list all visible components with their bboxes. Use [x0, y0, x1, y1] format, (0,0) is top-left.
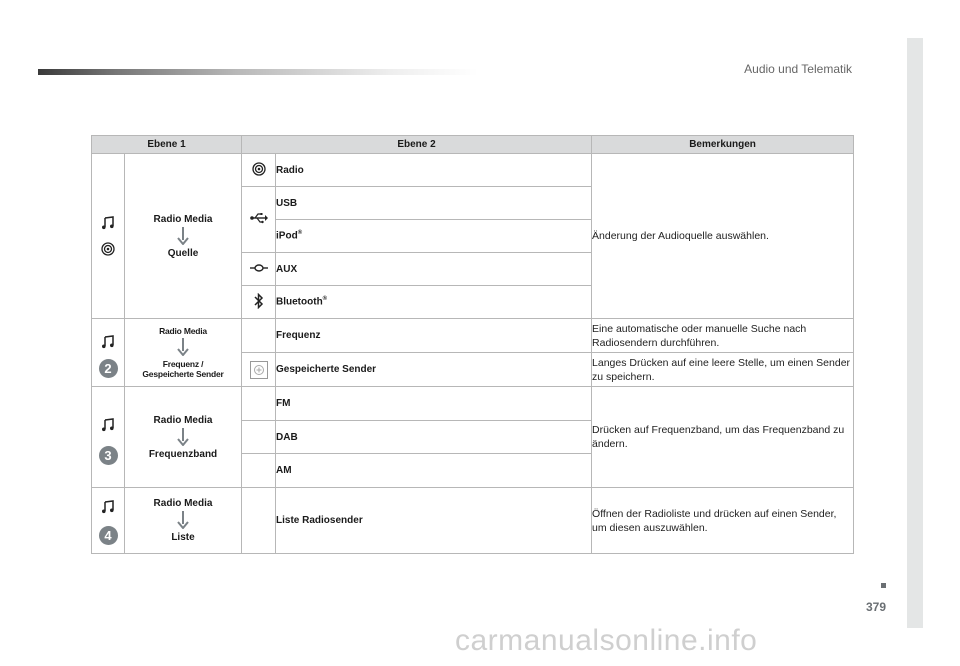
level1-sublabel: Gespeicherte Sender [142, 369, 224, 379]
remark-cell: Langes Drücken auf eine leere Stelle, um einen Sender zu speichern. [592, 353, 854, 387]
level1-sublabel: Frequenz / [162, 359, 204, 369]
page-number: 379 [866, 600, 887, 614]
group4-level1 [125, 488, 242, 554]
level1-sublabel: Frequenzband [148, 448, 218, 460]
header-level2: Ebene 2 [242, 136, 592, 154]
music-note-icon [101, 335, 115, 349]
cell-icon-empty [242, 454, 276, 488]
radio-icon [252, 162, 266, 176]
arrow-down-icon [177, 227, 189, 245]
table-row [92, 319, 854, 353]
music-note-icon [101, 418, 115, 432]
level2-item: Liste Radiosender [276, 488, 592, 554]
table-row [92, 387, 854, 421]
remark-cell: Änderung der Audioquelle auswählen. [592, 154, 854, 319]
watermark: carmanualsonline.info [455, 624, 758, 657]
remark-cell: Eine automatische oder manuelle Suche nach Radiosendern durchführen. [592, 319, 854, 353]
arrow-down-icon [177, 338, 189, 356]
level2-item: Frequenz [276, 319, 592, 353]
step-badge: 4 [99, 526, 118, 545]
level2-item: AUX [276, 253, 592, 286]
cell-icon [242, 353, 276, 387]
group4-icons [92, 488, 125, 554]
usb-icon [250, 212, 268, 224]
level2-item: DAB [276, 421, 592, 454]
page-marker [881, 583, 886, 588]
section-title: Audio und Telematik [744, 62, 852, 76]
remark-cell: Öffnen der Radioliste und drücken auf einen Sender, um diesen auszuwählen. [592, 488, 854, 554]
cell-icon [242, 253, 276, 286]
level1-label: Radio Media [153, 414, 213, 426]
arrow-down-icon [177, 428, 189, 446]
level2-item: AM [276, 454, 592, 488]
level2-item: Gespeicherte Sender [276, 353, 592, 387]
header-remarks: Bemerkungen [592, 136, 854, 154]
decorative-gradient-rule [38, 69, 478, 75]
header-level1: Ebene 1 [92, 136, 242, 154]
cell-icon [242, 187, 276, 253]
table-header-row [92, 136, 854, 154]
cell-icon-empty [242, 488, 276, 554]
level1-label: Radio Media [159, 326, 207, 336]
level1-label: Radio Media [153, 498, 213, 509]
level2-item: iPod® [276, 220, 592, 253]
cell-icon [242, 286, 276, 319]
step-badge: 2 [99, 359, 118, 378]
table-row [92, 154, 854, 187]
group2-icons [92, 319, 125, 387]
group2-level1 [125, 319, 242, 387]
menu-table [91, 135, 854, 554]
cell-icon-empty [242, 387, 276, 421]
level1-sublabel: Quelle [167, 247, 199, 259]
page-side-tab [907, 38, 923, 628]
radio-icon [101, 242, 115, 256]
remark-cell: Drücken auf Frequenzband, um das Frequenzband zu ändern. [592, 387, 854, 488]
group1-icons [92, 154, 125, 319]
group1-level1 [125, 154, 242, 319]
level2-item: USB [276, 187, 592, 220]
table-row [92, 488, 854, 554]
group3-level1 [125, 387, 242, 488]
level2-item: Bluetooth® [276, 286, 592, 319]
group3-icons [92, 387, 125, 488]
step-badge: 3 [99, 446, 118, 465]
aux-icon [250, 263, 268, 273]
level2-item: Radio [276, 154, 592, 187]
level2-item: FM [276, 387, 592, 421]
music-note-icon [101, 500, 115, 514]
music-note-icon [101, 216, 115, 230]
cell-icon [242, 154, 276, 187]
arrow-down-icon [177, 511, 189, 529]
level1-label: Radio Media [153, 213, 213, 225]
cell-icon-empty [242, 319, 276, 353]
bluetooth-icon [254, 293, 264, 309]
cell-icon-empty [242, 421, 276, 454]
add-preset-icon [250, 361, 268, 379]
level1-sublabel: Liste [171, 532, 195, 543]
